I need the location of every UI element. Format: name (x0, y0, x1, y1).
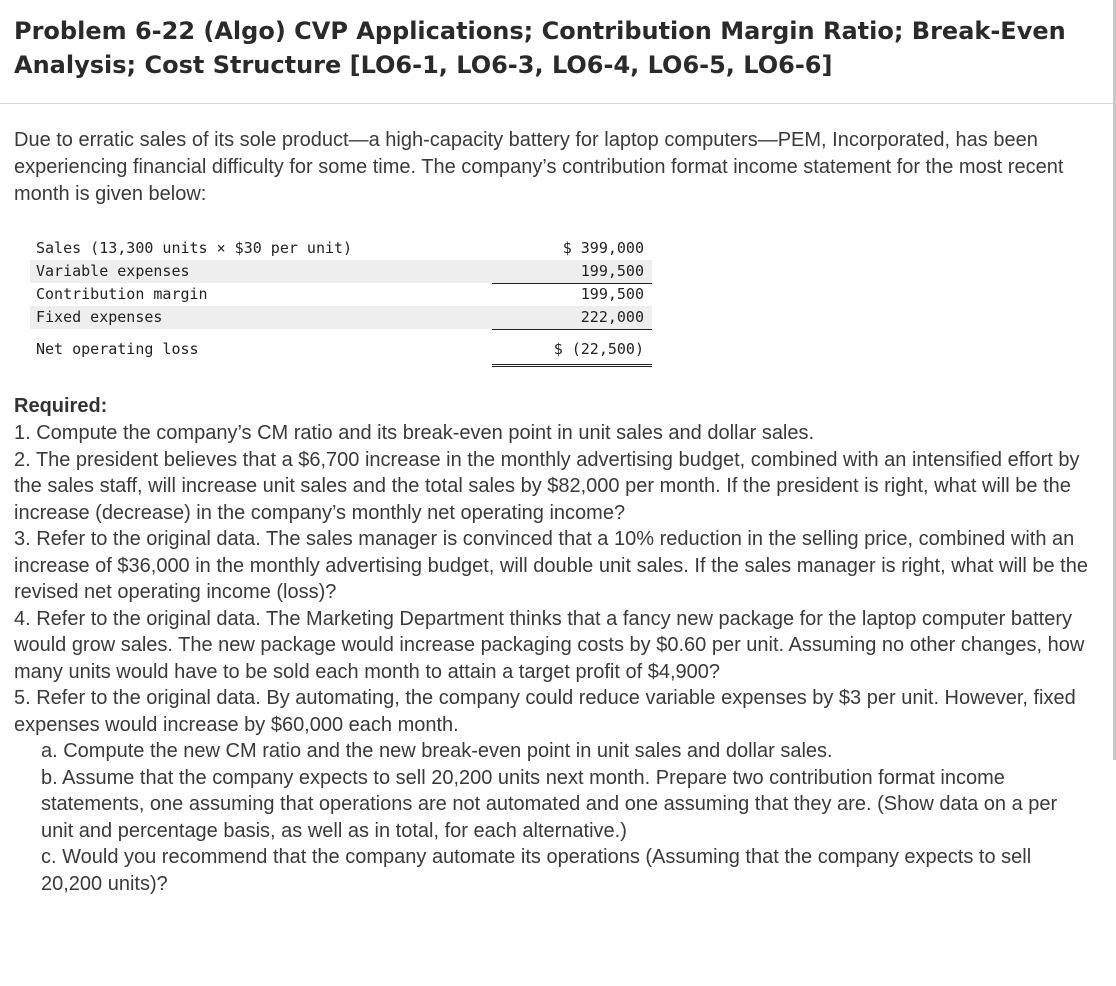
row-label: Contribution margin (36, 285, 208, 303)
row-amount: $ 399,000 (562, 239, 644, 257)
requirement-2: 2. The president believes that a $6,700 increase in the monthly advertising budget, combined with an intensified effort by the sales staff, will increase unit sales and the total sales by $82,000 per month. If the president is right, what will be the increase (decrease) in the company’s monthly net operating income? (14, 448, 1080, 524)
income-statement (30, 237, 652, 364)
row-amount: 199,500 (580, 285, 644, 303)
statement-row-sales (30, 237, 652, 260)
row-amount: 199,500 (492, 260, 652, 284)
row-label: Fixed expenses (36, 308, 163, 326)
row-amount: $ (22,500) (492, 334, 652, 367)
statement-row-net-operating-loss (30, 334, 652, 364)
requirement-1: 1. Compute the company’s CM ratio and its break-even point in unit sales and dollar sales. (14, 422, 815, 444)
row-label: Variable expenses (36, 262, 190, 280)
requirement-5: 5. Refer to the original data. By automating, the company could reduce variable expenses by $3 per unit. However, fixed expenses would increase by $60,000 each month. (14, 687, 1076, 736)
title-divider (0, 103, 1116, 104)
requirement-5c: c. Would you recommend that the company automate its operations (Assuming that the company expects to sell 20,200 units)? (41, 846, 1032, 895)
row-label: Sales (13,300 units × $30 per unit) (36, 239, 353, 257)
requirement-4: 4. Refer to the original data. The Marketing Department thinks that a fancy new package for the laptop computer battery would grow sales. The new package would increase packaging costs by $0.60 per unit. Assuming no other changes, how many units would have to be sold each month to attain a target profit of $4,900? (14, 607, 1085, 683)
row-amount: 222,000 (492, 306, 652, 330)
requirement-5a: a. Compute the new CM ratio and the new break-even point in unit sales and dollar sales. (41, 740, 833, 762)
problem-intro: Due to erratic sales of its sole product—a high-capacity battery for laptop computers—PEM, Incorporated, has been experiencing financial difficulty for some time. The company’s contribution format income statement for the most recent month is given below: (14, 129, 1064, 205)
statement-row-contribution-margin (30, 283, 652, 306)
statement-row-fixed-expenses (30, 306, 652, 329)
requirement-3: 3. Refer to the original data. The sales manager is convinced that a 10% reduction in the selling price, combined with an increase of $36,000 in the monthly advertising budget, will double unit sales. If the sales manager is right, what will be the revised net operating income (loss)? (14, 528, 1088, 603)
problem-title: Problem 6-22 (Algo) CVP Applications; Contribution Margin Ratio; Break-Even Analysis; Cost Structure [LO6-1, LO6-3, LO6-4, LO6-5, LO6-6] (14, 17, 1066, 79)
required-heading: Required: (14, 395, 108, 417)
statement-row-variable-expenses (30, 260, 652, 283)
row-label: Net operating loss (36, 340, 199, 358)
requirement-5b: b. Assume that the company expects to sell 20,200 units next month. Prepare two contribution format income statements, one assuming that operations are not automated and one assuming that they are. (Show data on a per unit and percentage basis, as well as in total, for each alternative.) (41, 766, 1058, 842)
required-section (14, 392, 1094, 897)
